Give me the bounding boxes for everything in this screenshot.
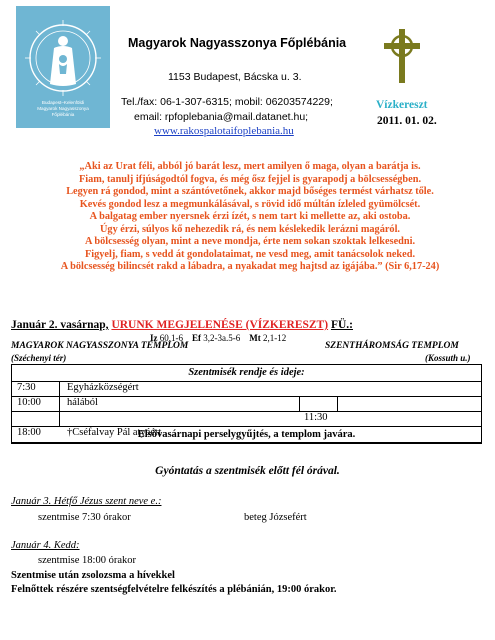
day-heading: Január 3. Hétfő Jézus szent neve e.:	[11, 496, 162, 507]
sunday-heading	[11, 319, 353, 331]
schedule-intention: †Cséfalvay Pál atyáért	[67, 427, 162, 438]
schedule-intention: Egyházközségért	[67, 382, 139, 393]
day-heading: Január 4. Kedd:	[11, 540, 80, 551]
address: 1153 Budapest, Bácska u. 3.	[168, 71, 302, 83]
reading-2: 3,2-3a.5-6	[203, 333, 241, 343]
bulletin-date: 2011. 01. 02.	[377, 115, 437, 127]
email-line: email: rpfoplebania@mail.datanet.hu;	[134, 111, 309, 123]
quote-line: A bölcsesség bilincsét rakd a lábadra, a nyakadat meg hajtsd az igájába.” (Sir 6,17-24)	[60, 261, 440, 272]
reading-3-label: Mt	[249, 333, 261, 343]
sunday-suffix: FÜ.:	[330, 319, 353, 331]
reading-1: 60,1-6	[159, 333, 183, 343]
quote-line: „Aki az Urat féli, abból jó barát lesz, mert amilyen ő maga, olyan a barátja is.	[79, 161, 421, 172]
right-church-name: SZENTHÁROMSÁG TEMPLOM	[325, 341, 459, 351]
schedule-intention: hálából	[67, 397, 98, 408]
quote-line: Kevés gondod lesz a megmunkálásával, s rövid idő múltán ízleled gyümölcsét.	[79, 198, 421, 210]
logo-line-3: Főplébánia	[51, 112, 75, 117]
scripture-quote	[20, 161, 480, 274]
collection-note: Elsővasárnapi perselygyűjtés, a templom javára.	[137, 429, 356, 440]
schedule-time: 10:00	[17, 397, 41, 408]
left-church-name: MAGYAROK NAGYASSZONYA TEMPLOM	[11, 341, 189, 351]
confession-note: Gyóntatás a szentmisék előtt fél órával.	[155, 465, 340, 477]
quote-line: Legyen rá gondod, mint a szántóvetőnek, akkor majd bőséges termést várhatsz tőle.	[66, 186, 434, 197]
parish-logo	[16, 6, 110, 128]
quote-line: Figyelj, fiam, s vedd át gondolataimat, ne vesd meg, amit tanácsolok neked.	[84, 248, 416, 260]
website-link[interactable]: www.rakospalotaifoplebania.hu	[154, 125, 294, 137]
celtic-cross-icon	[384, 29, 420, 88]
logo-line-2: Magyarok Nagyasszonya	[37, 106, 89, 111]
left-church-place: (Széchenyi tér)	[11, 353, 67, 363]
reading-1-label: Iz	[150, 333, 158, 343]
phone-line: Tel./fax: 06-1-307-6315; mobil: 06203574229;	[121, 96, 333, 108]
day-mass: szentmise 7:30 órakor	[38, 512, 131, 523]
day-mass: szentmise 18:00 órakor	[38, 555, 136, 566]
feast-name: Vízkereszt	[376, 99, 428, 111]
schedule-time: 18:00	[17, 427, 41, 438]
right-church-place: (Kossuth u.)	[425, 353, 471, 363]
schedule-time-right: 11:30	[304, 412, 328, 423]
quote-line: A balgatag ember nyersnek érzi ízét, s nem tart ki mellette az, aki ostoba.	[89, 211, 411, 222]
reading-3: 2,1-12	[263, 333, 287, 343]
sunday-date: Január 2. vasárnap,	[11, 319, 109, 331]
footer-line-2: Felnőttek részére szentségfelvételre felkészítés a plébánián, 19:00 órakor.	[11, 584, 337, 595]
day-intention: beteg Józsefért	[244, 512, 307, 523]
collection-row	[11, 428, 482, 444]
footer-line-1: Szentmise után zsolozsma a hívekkel	[11, 570, 175, 581]
quote-line: A bölcsesség olyan, mint a neve mondja, érte nem sokan szoktak lelkesedni.	[84, 236, 416, 247]
reading-2-label: Ef	[192, 333, 201, 343]
logo-line-1: Budapest–Kelenföldi	[41, 100, 85, 105]
schedule-time: 7:30	[17, 382, 36, 393]
sunday-title: URUNK MEGJELENÉSE (VÍZKERESZT)	[111, 319, 329, 331]
quote-line: Úgy érzi, súlyos kő nehezedik rá, és nem késlekedik lerázni magáról.	[99, 223, 401, 235]
parish-name: Magyarok Nagyasszonya Főplébánia	[128, 36, 347, 50]
schedule-title: Szentmisék rendje és ideje:	[188, 367, 305, 378]
quote-line: Fiam, tanulj ifjúságodtól fogva, és még ősz fejjel is gyarapodj a bölcsességben.	[78, 173, 422, 185]
